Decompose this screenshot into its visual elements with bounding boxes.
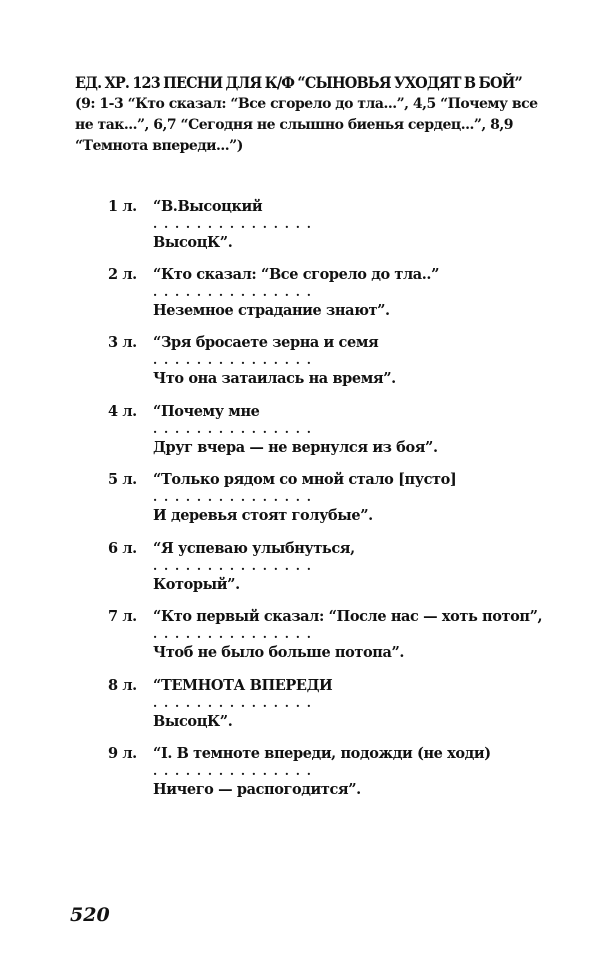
sheet-last-line: Который”. xyxy=(153,576,240,593)
sheet-first-line: “Кто сказал: “Все сгорело до тла..” xyxy=(153,266,440,283)
ellipsis-dots: ............... xyxy=(153,764,318,778)
sheet-number: 7 л. xyxy=(108,608,137,625)
ellipsis-dots: ............... xyxy=(153,217,318,231)
sheet-last-line: Друг вчера — не вернулся из боя”. xyxy=(153,439,438,456)
ellipsis-dots: ............... xyxy=(153,696,318,710)
sheet-first-line: “Зря бросаете зерна и семя xyxy=(153,334,379,351)
archive-item-header xyxy=(75,72,545,157)
sheet-number: 2 л. xyxy=(108,266,137,283)
sheet-first-line: “I. В темноте впереди, подожди (не ходи) xyxy=(153,745,491,762)
sheet-first-line: “Я успеваю улыбнуться, xyxy=(153,540,355,557)
sheet-first-line: “Кто первый сказал: “После нас — хоть потоп”, xyxy=(153,608,543,625)
sheet-last-line: Неземное страдание знают”. xyxy=(153,302,390,319)
sheet-number: 5 л. xyxy=(108,471,137,488)
sheet-number: 8 л. xyxy=(108,677,137,694)
ellipsis-dots: ............... xyxy=(153,422,318,436)
ellipsis-dots: ............... xyxy=(153,285,318,299)
sheet-first-line: “Почему мне xyxy=(153,403,260,420)
sheet-number: 4 л. xyxy=(108,403,137,420)
sheet-last-line: ВысоцК”. xyxy=(153,234,233,251)
sheet-number: 3 л. xyxy=(108,334,137,351)
sheet-number: 9 л. xyxy=(108,745,137,762)
sheet-first-line: “В.Высоцкий xyxy=(153,198,263,215)
page-number: 520 xyxy=(70,904,110,926)
sheet-last-line: Что она затаилась на время”. xyxy=(153,370,396,387)
sheet-number: 6 л. xyxy=(108,540,137,557)
ellipsis-dots: ............... xyxy=(153,490,318,504)
sheet-last-line: ВысоцК”. xyxy=(153,713,233,730)
sheet-first-line: “Только рядом со мной стало [пусто] xyxy=(153,471,457,488)
sheet-last-line: Чтоб не было больше потопа”. xyxy=(153,644,405,661)
sheet-first-line: “ТЕМНОТА ВПЕРЕДИ xyxy=(153,677,333,694)
archive-item-description: (9: 1-3 “Кто сказал: “Все сгорело до тла...”, 4,5 “Почему все не так...”, 6,7 “Сегодня не слышно биенья сердец...”, 8,9 “Темнота впереди...”) xyxy=(75,96,538,154)
sheet-last-line: И деревья стоят голубые”. xyxy=(153,507,373,524)
ellipsis-dots: ............... xyxy=(153,353,318,367)
archive-item-title: ЕД. ХР. 123 ПЕСНИ ДЛЯ К/Ф “СЫНОВЬЯ УХОДЯТ В БОЙ” xyxy=(75,73,522,92)
ellipsis-dots: ............... xyxy=(153,559,318,573)
ellipsis-dots: ............... xyxy=(153,627,318,641)
sheet-number: 1 л. xyxy=(108,198,137,215)
sheet-last-line: Ничего — распогодится”. xyxy=(153,781,361,798)
